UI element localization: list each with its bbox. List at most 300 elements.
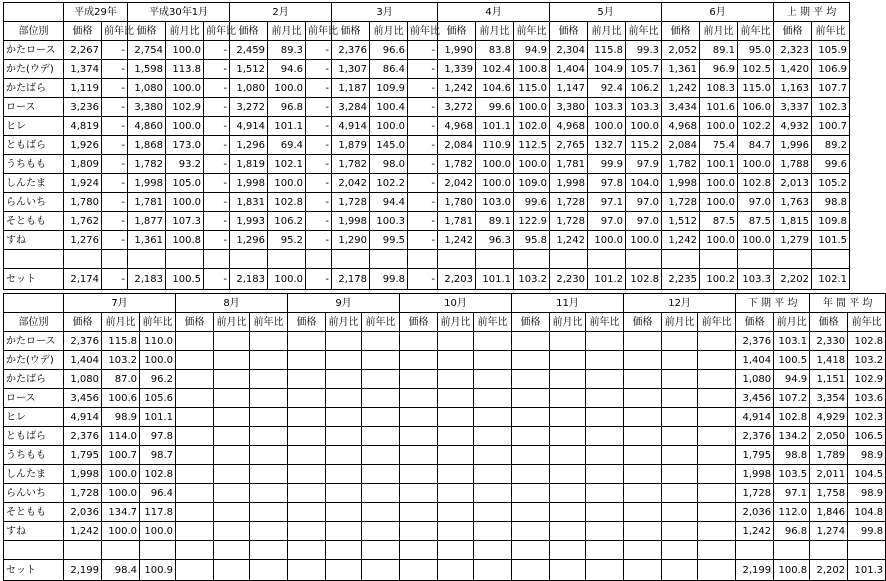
empty-cell: [662, 541, 698, 560]
table-cell: 100.7: [812, 117, 850, 136]
table-cell: 94.9: [774, 370, 810, 389]
table-cell: 1,119: [64, 79, 102, 98]
table-cell: [438, 408, 474, 427]
table-cell: 2,754: [128, 41, 166, 60]
table-cell: 1,242: [64, 522, 102, 541]
table-cell: -: [102, 117, 128, 136]
table-cell: [550, 560, 586, 581]
table-cell: 103.3: [588, 98, 626, 117]
table-cell: [662, 560, 698, 581]
table-cell: 4,914: [64, 408, 102, 427]
table-cell: 117.8: [140, 503, 176, 522]
table-cell: [512, 332, 550, 351]
table-cell: 1,819: [230, 155, 268, 174]
table-cell: [400, 465, 438, 484]
table-cell: [438, 427, 474, 446]
table-cell: [250, 503, 288, 522]
table-cell: 100.0: [738, 231, 774, 250]
empty-cell: [438, 541, 474, 560]
table-cell: [214, 465, 250, 484]
table-cell: [362, 408, 400, 427]
month-header: 平成29年: [64, 3, 128, 22]
table-cell: -: [408, 231, 438, 250]
table-cell: 2,084: [438, 136, 476, 155]
table-cell: 1,276: [64, 231, 102, 250]
table-cell: [362, 427, 400, 446]
table-cell: [512, 427, 550, 446]
table-cell: 1,339: [438, 60, 476, 79]
table-cell: [586, 370, 624, 389]
month-header: 平成30年1月: [128, 3, 230, 22]
table-cell: 102.9: [848, 370, 886, 389]
table-cell: [662, 389, 698, 408]
table-cell: 4,968: [662, 117, 700, 136]
empty-cell: [230, 250, 268, 269]
column-header: 前年比: [474, 313, 512, 332]
table-cell: -: [306, 79, 332, 98]
table-cell: 115.8: [588, 41, 626, 60]
table-cell: 1,879: [332, 136, 370, 155]
table-cell: [438, 446, 474, 465]
table-cell: 100.0: [102, 465, 140, 484]
table-cell: 1,420: [774, 60, 812, 79]
table-cell: 2,202: [810, 560, 848, 581]
month-header: 下 期 平 均: [736, 294, 810, 313]
table-cell: 1,307: [332, 60, 370, 79]
table-cell: [586, 408, 624, 427]
table-cell: [474, 503, 512, 522]
table-cell: [362, 465, 400, 484]
table-cell: 99.5: [370, 231, 408, 250]
table-cell: 1,998: [736, 465, 774, 484]
table-cell: -: [102, 60, 128, 79]
column-header: 前年比: [362, 313, 400, 332]
table-cell: 100.9: [140, 560, 176, 581]
part-name: ロース: [4, 389, 64, 408]
table-cell: [550, 389, 586, 408]
column-header: 前年比: [140, 313, 176, 332]
table-cell: [438, 332, 474, 351]
table-cell: 100.0: [700, 231, 738, 250]
table-cell: 100.0: [626, 117, 662, 136]
column-header: 価格: [774, 22, 812, 41]
table-cell: -: [204, 212, 230, 231]
table-row: [4, 212, 850, 231]
column-header: 価格: [810, 313, 848, 332]
table-cell: 103.2: [102, 351, 140, 370]
table-cell: 2,042: [438, 174, 476, 193]
table-cell: [698, 408, 736, 427]
table-cell: 1,361: [128, 231, 166, 250]
table-row: [4, 174, 850, 193]
table-cell: [250, 351, 288, 370]
table-cell: 98.8: [774, 446, 810, 465]
table-cell: 102.8: [626, 269, 662, 290]
table-cell: -: [102, 174, 128, 193]
table-cell: -: [306, 212, 332, 231]
part-name: かたロース: [4, 332, 64, 351]
table-cell: 104.9: [588, 60, 626, 79]
table-cell: -: [306, 117, 332, 136]
month-header: 7月: [64, 294, 176, 313]
column-header: 前年比: [698, 313, 736, 332]
table-cell: [362, 351, 400, 370]
table-cell: 98.8: [812, 193, 850, 212]
table-cell: 100.8: [774, 560, 810, 581]
table-cell: 1,782: [438, 155, 476, 174]
table-cell: [624, 427, 662, 446]
table-cell: 100.0: [102, 484, 140, 503]
table-row: [4, 522, 886, 541]
table-cell: 100.0: [268, 174, 306, 193]
table-cell: 1,728: [736, 484, 774, 503]
table-cell: 1,242: [662, 79, 700, 98]
table-cell: [176, 332, 214, 351]
table-cell: [214, 389, 250, 408]
table-cell: [362, 522, 400, 541]
part-name: すね: [4, 231, 64, 250]
table-cell: 1,418: [810, 351, 848, 370]
table-cell: [586, 560, 624, 581]
table-cell: -: [306, 60, 332, 79]
empty-cell: [550, 250, 588, 269]
table-cell: [438, 522, 474, 541]
empty-cell: [370, 250, 408, 269]
part-name: かたばら: [4, 79, 64, 98]
table-cell: [698, 389, 736, 408]
table-cell: 97.1: [774, 484, 810, 503]
table-cell: 134.2: [774, 427, 810, 446]
table-cell: 100.0: [626, 231, 662, 250]
table-cell: [586, 522, 624, 541]
table-cell: -: [408, 41, 438, 60]
table-cell: 109.8: [812, 212, 850, 231]
table-cell: [250, 522, 288, 541]
month-header: 11月: [512, 294, 624, 313]
table-cell: -: [306, 136, 332, 155]
table-cell: -: [102, 98, 128, 117]
table-cell: 1,758: [810, 484, 848, 503]
part-name: そともも: [4, 212, 64, 231]
table-cell: 86.4: [370, 60, 408, 79]
table-cell: 103.1: [774, 332, 810, 351]
column-header: 前月比: [268, 22, 306, 41]
table-cell: [250, 408, 288, 427]
set-label: セット: [4, 560, 64, 581]
table-cell: 106.5: [848, 427, 886, 446]
table-cell: -: [408, 79, 438, 98]
table-cell: 97.1: [588, 193, 626, 212]
table-cell: 2,376: [64, 332, 102, 351]
table-cell: 115.8: [102, 332, 140, 351]
table-cell: [624, 560, 662, 581]
table-cell: 4,968: [438, 117, 476, 136]
table-cell: 102.2: [370, 174, 408, 193]
table-cell: [214, 446, 250, 465]
table-cell: 2,011: [810, 465, 848, 484]
table-cell: [326, 332, 362, 351]
table-cell: [214, 503, 250, 522]
empty-cell: [306, 250, 332, 269]
table-cell: [362, 389, 400, 408]
empty-cell: [698, 541, 736, 560]
table-cell: 102.8: [848, 332, 886, 351]
table-cell: [438, 465, 474, 484]
table-cell: 1,788: [774, 155, 812, 174]
table-cell: 1,998: [332, 212, 370, 231]
table-cell: [586, 389, 624, 408]
table-cell: 1,242: [736, 522, 774, 541]
table-cell: [438, 503, 474, 522]
table-cell: 100.0: [166, 79, 204, 98]
table-row: [4, 231, 850, 250]
table-cell: [176, 370, 214, 389]
table-cell: [586, 503, 624, 522]
table-cell: [662, 503, 698, 522]
column-header: 価格: [662, 22, 700, 41]
table-cell: 87.0: [102, 370, 140, 389]
table-cell: 100.5: [774, 351, 810, 370]
table-cell: [176, 465, 214, 484]
table-cell: [550, 503, 586, 522]
table-cell: 1,598: [128, 60, 166, 79]
column-header: 前年比: [738, 22, 774, 41]
table-cell: 97.8: [588, 174, 626, 193]
set-row: [4, 560, 886, 581]
empty-cell: [514, 250, 550, 269]
part-name: ともばら: [4, 427, 64, 446]
table-cell: 105.2: [812, 174, 850, 193]
table-row: [4, 193, 850, 212]
column-header: 前年比: [626, 22, 662, 41]
table-cell: 1,993: [230, 212, 268, 231]
table-cell: [214, 522, 250, 541]
table-cell: 100.0: [268, 79, 306, 98]
table-cell: [214, 332, 250, 351]
table-cell: 104.6: [476, 79, 514, 98]
table-cell: 113.8: [166, 60, 204, 79]
empty-cell: [102, 541, 140, 560]
table-cell: 3,354: [810, 389, 848, 408]
column-header: 価格: [550, 22, 588, 41]
table-cell: 112.0: [774, 503, 810, 522]
month-header: 3月: [332, 3, 438, 22]
column-header: 前年比: [848, 313, 886, 332]
table-cell: 100.0: [588, 117, 626, 136]
table-cell: 102.8: [140, 465, 176, 484]
table-cell: 1,996: [774, 136, 812, 155]
table-cell: 1,242: [438, 231, 476, 250]
table-cell: [474, 522, 512, 541]
table-cell: -: [102, 155, 128, 174]
table-cell: 1,990: [438, 41, 476, 60]
part-column-header: 部位別: [4, 313, 64, 332]
table-cell: [624, 351, 662, 370]
table-row: [4, 351, 886, 370]
empty-cell: [332, 250, 370, 269]
corner-blank: [4, 3, 64, 22]
table-cell: 100.0: [140, 351, 176, 370]
column-header: 前年比: [586, 313, 624, 332]
table-cell: -: [306, 155, 332, 174]
table-cell: [550, 408, 586, 427]
table-cell: 1,361: [662, 60, 700, 79]
table-cell: [512, 465, 550, 484]
table-cell: 89.1: [476, 212, 514, 231]
table-cell: -: [204, 231, 230, 250]
table-cell: -: [204, 193, 230, 212]
empty-cell: [774, 541, 810, 560]
table-cell: -: [102, 193, 128, 212]
part-name: かたロース: [4, 41, 64, 60]
table-cell: [176, 427, 214, 446]
table-cell: [288, 503, 326, 522]
table-cell: 1,080: [64, 370, 102, 389]
table-cell: [400, 427, 438, 446]
table-cell: 1,763: [774, 193, 812, 212]
column-header: 価格: [64, 313, 102, 332]
table-cell: 110.0: [140, 332, 176, 351]
table-cell: 4,914: [230, 117, 268, 136]
empty-cell: [662, 250, 700, 269]
table-cell: 100.8: [166, 231, 204, 250]
table-cell: -: [408, 174, 438, 193]
table-cell: [438, 389, 474, 408]
table-cell: [176, 522, 214, 541]
table-cell: 100.0: [514, 98, 550, 117]
table-cell: 95.8: [514, 231, 550, 250]
table-cell: [586, 351, 624, 370]
table-cell: -: [102, 212, 128, 231]
table-cell: [326, 370, 362, 389]
table-cell: [474, 427, 512, 446]
empty-cell: [774, 250, 812, 269]
table-cell: [400, 370, 438, 389]
table-cell: [512, 484, 550, 503]
table-cell: [288, 427, 326, 446]
table-cell: [250, 427, 288, 446]
table-cell: [400, 332, 438, 351]
table-cell: 1,924: [64, 174, 102, 193]
part-name: しんたま: [4, 465, 64, 484]
column-header: 前月比: [550, 313, 586, 332]
table-cell: 99.8: [370, 269, 408, 290]
table-cell: [698, 370, 736, 389]
table-cell: 100.2: [700, 269, 738, 290]
table-cell: [400, 389, 438, 408]
table-cell: [400, 446, 438, 465]
table-cell: 1,080: [230, 79, 268, 98]
table-cell: 115.0: [738, 79, 774, 98]
table-cell: 101.5: [812, 231, 850, 250]
table-cell: -: [306, 231, 332, 250]
part-name: かたばら: [4, 370, 64, 389]
table-cell: [512, 446, 550, 465]
table-cell: [698, 503, 736, 522]
table-cell: [288, 370, 326, 389]
table-cell: [474, 351, 512, 370]
table-cell: 69.4: [268, 136, 306, 155]
empty-cell: [624, 541, 662, 560]
table-cell: 100.0: [738, 155, 774, 174]
table-cell: 1,795: [736, 446, 774, 465]
table-cell: 98.9: [848, 446, 886, 465]
table-cell: [624, 370, 662, 389]
table-cell: 1,080: [736, 370, 774, 389]
table-row: [4, 484, 886, 503]
table-cell: [214, 484, 250, 503]
column-header: 前年比: [514, 22, 550, 41]
empty-cell: [736, 541, 774, 560]
table-cell: 97.9: [626, 155, 662, 174]
table-cell: 2,267: [64, 41, 102, 60]
table-cell: 2,235: [662, 269, 700, 290]
table-cell: 1,868: [128, 136, 166, 155]
table-cell: 101.2: [588, 269, 626, 290]
table-cell: 1,374: [64, 60, 102, 79]
table-cell: 2,174: [64, 269, 102, 290]
table-cell: 2,050: [810, 427, 848, 446]
table-cell: 101.1: [140, 408, 176, 427]
table-cell: [586, 427, 624, 446]
table-cell: [662, 484, 698, 503]
table-cell: [250, 446, 288, 465]
table-row: [4, 79, 850, 98]
part-name: うちもも: [4, 446, 64, 465]
table-cell: 75.4: [700, 136, 738, 155]
table-cell: -: [306, 174, 332, 193]
table-cell: 1,762: [64, 212, 102, 231]
table-cell: 1,728: [64, 484, 102, 503]
table-cell: [550, 427, 586, 446]
empty-cell: [288, 541, 326, 560]
table-cell: 100.0: [476, 155, 514, 174]
empty-cell: [588, 250, 626, 269]
table-cell: 103.0: [476, 193, 514, 212]
table-cell: 1,782: [332, 155, 370, 174]
table-cell: 4,929: [810, 408, 848, 427]
table-cell: 102.8: [738, 174, 774, 193]
table-cell: [512, 560, 550, 581]
table-cell: [586, 484, 624, 503]
table-cell: [624, 465, 662, 484]
table-cell: [474, 446, 512, 465]
table-cell: 2,178: [332, 269, 370, 290]
table-cell: -: [408, 269, 438, 290]
column-header: 前年比: [102, 22, 128, 41]
table-cell: 1,242: [550, 231, 588, 250]
table-cell: [176, 351, 214, 370]
table-cell: -: [306, 193, 332, 212]
empty-cell: [214, 541, 250, 560]
price-table-first-half: [3, 2, 850, 290]
table-cell: [400, 408, 438, 427]
table-cell: 1,782: [662, 155, 700, 174]
month-header: 6月: [662, 3, 774, 22]
table-cell: 2,199: [736, 560, 774, 581]
table-cell: 1,404: [550, 60, 588, 79]
table-cell: 2,042: [332, 174, 370, 193]
table-cell: 3,272: [230, 98, 268, 117]
table-cell: 95.0: [738, 41, 774, 60]
table-cell: [362, 503, 400, 522]
table-cell: 132.7: [588, 136, 626, 155]
table-cell: 100.7: [102, 446, 140, 465]
table-cell: 107.2: [774, 389, 810, 408]
table-cell: 93.2: [166, 155, 204, 174]
table-cell: [288, 560, 326, 581]
table-cell: [400, 351, 438, 370]
